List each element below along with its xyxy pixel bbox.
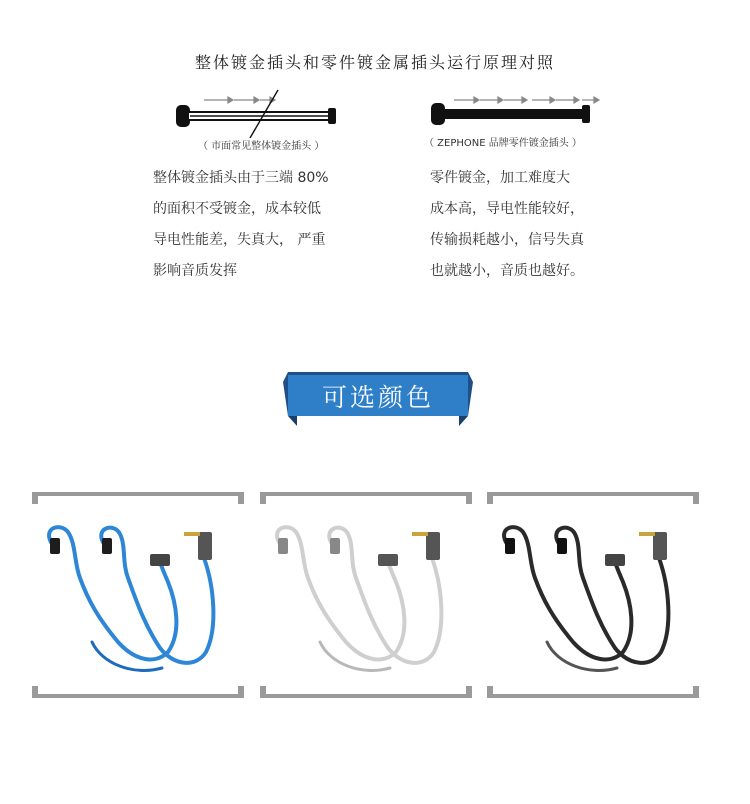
right-caption: （ ZEPHONE 品牌零件镀金插头 ）: [424, 138, 582, 149]
color-card-blue[interactable]: [32, 492, 244, 700]
part-plated-plug-diagram: [422, 88, 607, 130]
right-description: 零件镀金，加工难度大 成本高，导电性能较好， 传输损耗越小，信号失真 也就越小，音质也越好。: [430, 170, 584, 279]
color-card-black[interactable]: [487, 492, 699, 700]
left-description: 整体镀金插头由于三端 80% 的面积不受镀金，成本较低 导电性能差，失真大， 严重 影响音质发挥: [153, 170, 329, 279]
signal-arrows: [204, 97, 275, 103]
banner-label: 可选颜色: [321, 383, 434, 412]
blue-cable-image: [32, 492, 244, 700]
page-title: 整体镀金插头和零件镀金属插头运行原理对照: [194, 53, 555, 72]
silver-cable-image: [260, 492, 472, 700]
black-cable-image: [487, 492, 699, 700]
left-caption: （ 市面常见整体镀金插头 ）: [198, 141, 325, 152]
whole-plated-plug-diagram: [172, 88, 347, 138]
signal-arrows: [454, 97, 599, 103]
plug-cap-right: [328, 108, 336, 124]
color-card-silver[interactable]: [260, 492, 472, 700]
